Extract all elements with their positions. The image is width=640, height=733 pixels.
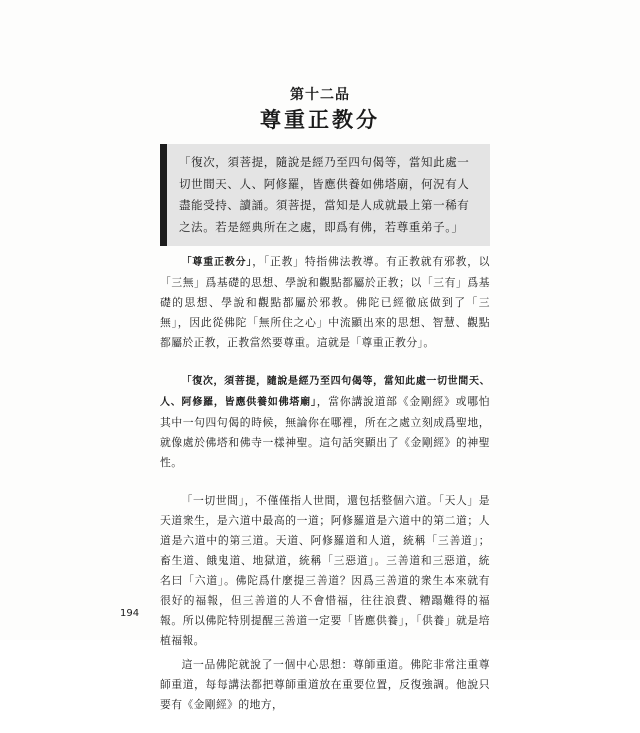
chapter-number: 第十二品 [290,87,350,103]
sutra-quote-text: 「復次，須菩提，隨說是經乃至四句偈等，當知此處一切世間天、人、阿修羅，皆應供養如佛塔廟，何況有人盡能受持、讀誦。須菩提，當知是人成就最上第一稀有之法。若是經典所在之處，即爲有佛，若尊重弟子。」 [179,155,470,234]
page-number: 194 [120,608,140,619]
paragraph-text: 「一切世間」，不僅僅指人世間，還包括整個六道。「天人」是天道衆生，是六道中最高的一道；阿修羅道是六道中的第二道；人道是六道中的第三道。天道、阿修羅道和人道，統稱「三善道」；畜生道、餓鬼道、地獄道，統稱「三惡道」。三善道和三惡道，統名曰「六道」。佛陀爲什麼提三善道？因爲三善道的衆生本來就有很好的福報，但三善道的人不會惜福，往往浪費、糟蹋難得的福報。所以佛陀特別提醒三善道一定要「皆應供養」，「供養」就是培植福報。 [160,494,490,647]
highlight-quote: 「復次，須菩提，隨說是經乃至四句偈等，當知此處一切世間天、人、阿修羅，皆應供養如佛塔廟」 [160,376,490,408]
paragraph [160,655,490,715]
chapter-title: 尊重正教分 [260,107,380,132]
sutra-quote-box [160,144,490,246]
commentary-body [160,252,490,733]
paragraph-text: ，當你講說道部《金剛經》或哪怕其中一句四句偈的時候，無論你在哪裡，所在之處立刻成爲聖地，就像處於佛塔和佛寺一樣神聖。這句話突顯出了《金剛經》的神聖性。 [160,395,491,469]
paragraph [160,252,490,353]
paragraph [160,491,490,651]
paragraph [160,371,490,473]
paragraph-text: 這一品佛陀就說了一個中心思想：尊師重道。佛陀非常注重尊師重道，每每講法都把尊師重道放在重要位置，反復強調。他說只要有《金剛經》的地方， [160,658,490,711]
paragraph-text: ，「正教」特指佛法教導。有正教就有邪教，以「三無」爲基礎的思想、學說和觀點都屬於正教；以「三有」爲基礎的思想、學說和觀點都屬於邪教。佛陀已經徹底做到了「三無」，因此從佛陀「無所住之心」中流顯出來的思想、智慧、觀點都屬於正教，正教當然要尊重。這就是「尊重正教分」。 [160,255,490,349]
highlight-term: 「尊重正教分」 [181,257,253,268]
